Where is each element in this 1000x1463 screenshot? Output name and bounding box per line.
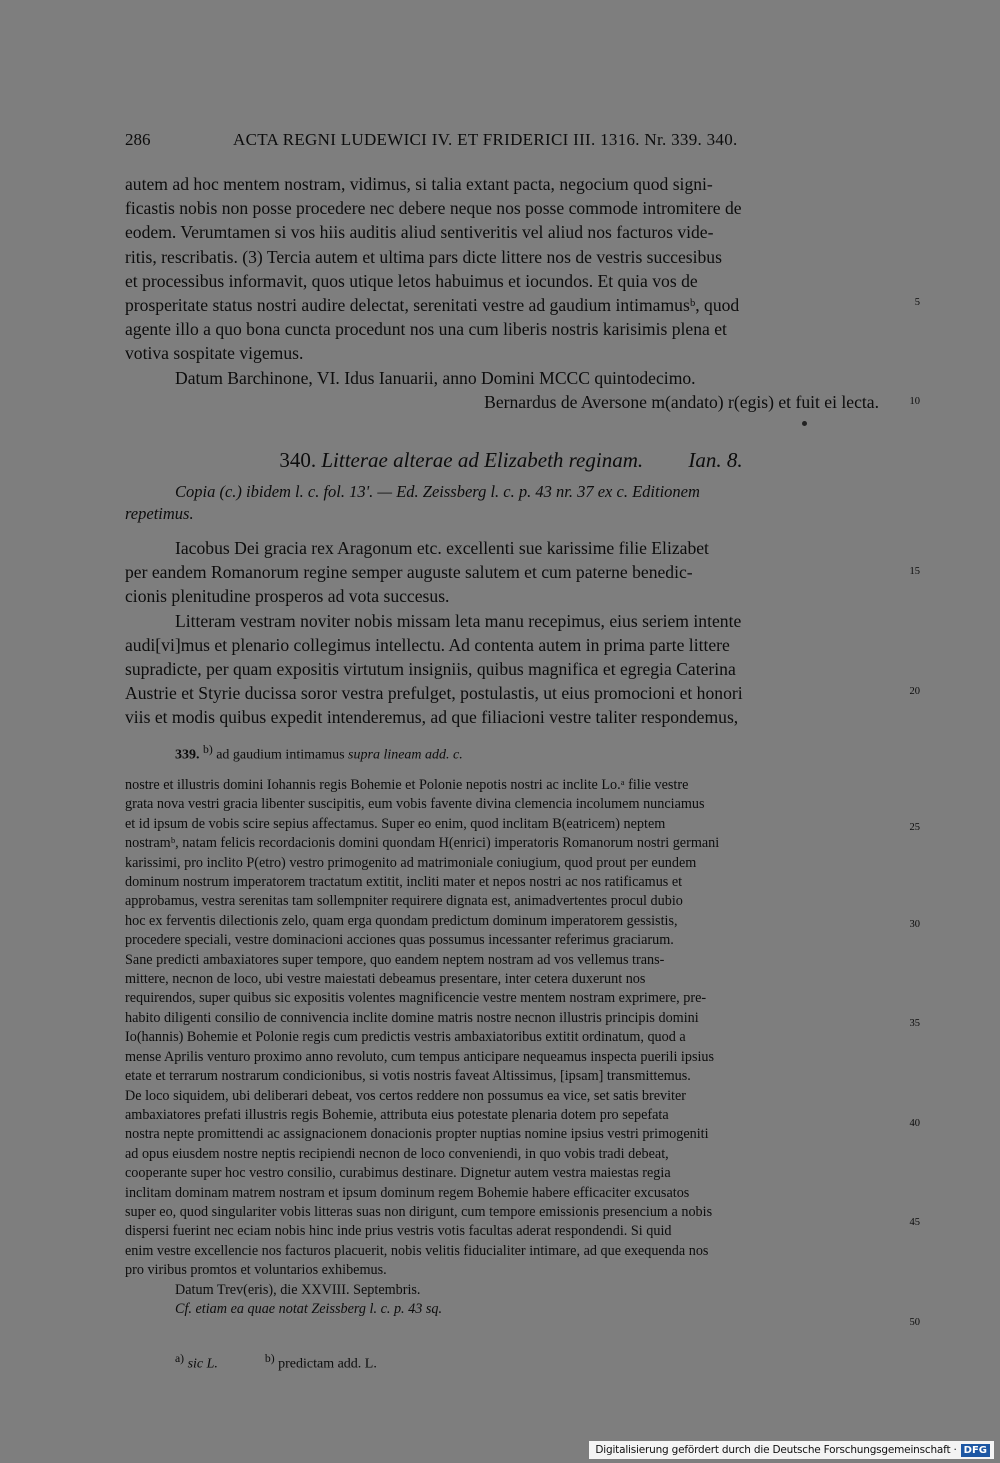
footnote-mark: a)	[175, 1352, 185, 1365]
note-line: De loco siquidem, ubi deliberari debeat, vos certos reddere non possumus ea vice, set satis breviter	[125, 1087, 687, 1104]
note-line: dominum nostrum imperatorem tractatum extitit, incliti mater et nepos nostri ac nos ratificamus et	[125, 874, 683, 891]
line-number: 50	[909, 1317, 920, 1328]
line-number: 45	[909, 1217, 920, 1228]
text-line: autem ad hoc mentem nostram, vidimus, si talia extant pacta, negocium quod signi-	[125, 174, 713, 194]
dfg-logo-icon: DFG	[961, 1444, 990, 1457]
line-number: 25	[909, 822, 920, 833]
line-number: 40	[909, 1118, 920, 1129]
text-line: agente illo a quo bona cuncta procedunt nos una cum liberis nostris karisimis plena et	[125, 319, 727, 340]
footnote-text: ad gaudium intimamus	[216, 747, 345, 763]
doc-title: Litterae alterae ad Elizabeth reginam.	[321, 448, 644, 472]
note-line: nostramᵇ, natam felicis recordacionis domini quondam H(enrici) imperatoris Romanorum nostri germani	[125, 835, 720, 852]
dfg-footer	[589, 1441, 994, 1459]
note-line: habito diligenti consilio de connivencia inclite domine matris nostre necnon illustris principis domini	[125, 1009, 699, 1026]
footnote-339	[175, 743, 463, 764]
datum-line: Datum Barchinone, VI. Idus Ianuarii, anno Domini MCCC quintodecimo.	[175, 367, 696, 388]
note-line: nostra nepte promittendi ac assignacionem donacionis propter nuptias nomine ipsius vestri primogeniti	[125, 1126, 709, 1143]
note-line: et id ipsum de vobis scire sepius affectamus. Super eo enim, quod inclitam B(eatricem) neptem	[125, 815, 666, 832]
funding-notice: Digitalisierung gefördert durch die Deutsche Forschungsgemeinschaft ·	[595, 1444, 957, 1456]
notes-block	[125, 776, 897, 1319]
note-line: grata nova vestri gracia libenter suscipitis, eum vobis favente divina clemencia incolumem nunciamus	[125, 796, 705, 813]
note-line: nostre et illustris domini Iohannis regis Bohemie et Polonie nepotis nostri ac inclite Lo.ᵃ filie vestre	[125, 777, 689, 793]
text-line: viis et modis quibus expedit intenderemus, ad que filiacioni vestre taliter respondemus,	[125, 707, 739, 728]
line-number: 10	[909, 396, 920, 407]
note-line: cooperante super hoc vestro consilio, curabimus destinare. Dignetur autem vestra maiestas regia	[125, 1165, 671, 1182]
footnote-mark: b)	[264, 1352, 275, 1365]
note-line: super eo, quod singulariter vobis litteras suas non dirigunt, cum tempore emissionis presencium a nobis	[125, 1203, 713, 1220]
line-number: 35	[909, 1018, 920, 1029]
note-line: ad opus eiusdem nostre neptis recipiendi necnon de loco conveniendi, in quo vobis tradi debeat,	[125, 1145, 669, 1162]
doc-date: Ian. 8.	[688, 448, 743, 472]
note-line: Io(hannis) Bohemie et Polonie regis cum predictis vestris ambaxiatoribus extitit ordinatum, quod a	[125, 1029, 686, 1046]
note-line: Sane predicti ambaxiatores super tempore, quo eandem neptem nostram ad vos vellemus trans-	[125, 951, 665, 968]
line-number: 15	[909, 566, 920, 577]
note-line: pro viribus promtos et voluntarios exhibemus.	[125, 1262, 387, 1279]
text-line: ficastis nobis non posse procedere nec debere neque nos posse commode intromitere de	[125, 198, 742, 219]
salutation-line: Iacobus Dei gracia rex Aragonum etc. excellenti sue karissime filie Elizabet	[175, 538, 709, 558]
text-line: Austrie et Styrie ducissa soror vestra prefulget, postulastis, ut eius promocioni et honori	[125, 683, 743, 704]
signature-line: Bernardus de Aversone m(andato) r(egis) et fuit ei lecta.	[484, 391, 879, 412]
footnote-mark: b)	[203, 743, 213, 756]
note-line: hoc ex ferventis dilectionis zelo, quam erga quondam predictum dominum imperatorem gessistis,	[125, 912, 678, 929]
salutation-line: cionis plenitudine prosperos ad vota succesus.	[125, 586, 450, 607]
note-line: etate et terrarum nostrarum condicionibus, si votis nostris faveat Altissimus, [ipsam] transmittemus.	[125, 1068, 691, 1085]
note-line: procedere speciali, vestre dominacioni acciones quas possumus incessanter referimus graciarum.	[125, 932, 674, 949]
ink-dot	[802, 421, 807, 426]
footnote-italic: supra lineam add. c.	[348, 747, 463, 763]
text-line: votiva sospitate vigemus.	[125, 343, 304, 364]
text-line: Litteram vestram noviter nobis missam leta manu recepimus, eius seriem intente	[175, 610, 742, 631]
line-number: 30	[909, 919, 920, 930]
note-line: dispersi fuerint nec eciam nobis hinc inde prius vestris votis facultas aderat respondendi. Si quid	[125, 1223, 672, 1240]
text-line: prosperitate status nostri audire delectat, serenitati vestre ad gaudium intimamusᵇ, quod	[125, 295, 740, 316]
note-line: inclitam dominam matrem nostram et ipsum dominum regem Bohemie habere efficaciter excusatos	[125, 1184, 690, 1201]
note-line: karissimi, pro inclito P(etro) vestro primogenito ad matrimoniale coniugium, quod prout per eundem	[125, 854, 697, 871]
bottom-footnotes	[175, 1352, 377, 1373]
datum-line: Datum Trev(eris), die XXVIII. Septembris.	[175, 1281, 421, 1298]
text-line: audi[vi]mus et plenario collegimus intellectu. Ad contenta autem in prima parte littere	[125, 634, 730, 655]
footnote-text: predictam add. L.	[278, 1356, 377, 1372]
text-line: eodem. Verumtamen si vos hiis auditis aliud sentiveritis vel aliud nos facturos vide-	[125, 222, 714, 243]
note-line: ambaxiatores prefati illustris regis Bohemie, attributa eius potestate plenaria dotem pro sepefata	[125, 1106, 669, 1123]
text-line: et processibus informavit, quos utique letos habuimus et iocundos. Et quia vos de	[125, 270, 698, 291]
page-number: 286	[125, 130, 151, 149]
text-line: ritis, rescribatis. (3) Tercia autem et ultima pars dicte littere nos de vestris succesibus	[125, 246, 722, 267]
cf-line: Cf. etiam ea quae notat Zeissberg l. c. p. 43 sq.	[175, 1300, 443, 1317]
line-number: 20	[909, 686, 920, 697]
source-line: Copia (c.) ibidem l. c. fol. 13'. — Ed. Zeissberg l. c. p. 43 nr. 37 ex c. Editionem	[175, 482, 700, 501]
running-title: ACTA REGNI LUDEWICI IV. ET FRIDERICI III. 1316. Nr. 339. 340.	[233, 130, 738, 149]
note-line: mense Aprilis venturo proximo anno revoluto, cum tempus anticipare nequeamus inspecta puerili ipsius	[125, 1048, 715, 1065]
footnote-ref: 339.	[175, 747, 200, 763]
line-number: 5	[914, 297, 920, 308]
text-line: supradicte, per quam expositis virtutum insigniis, quibus magnifica et egregia Caterina	[125, 659, 736, 680]
doc339-text	[125, 172, 897, 414]
note-line: approbamus, vestra serenitas tam sollempniter requirere dignata est, animadvertentes procul dubio	[125, 893, 683, 910]
doc340-source	[125, 481, 897, 525]
footnote-text: sic L.	[187, 1356, 218, 1372]
note-line: enim vestre excellencie nos facturos placuerit, nobis velitis fiducialiter intimare, ad que exequenda nos	[125, 1242, 709, 1259]
running-header	[125, 130, 895, 160]
source-line: repetimus.	[125, 504, 194, 523]
doc-number: 340.	[279, 448, 317, 472]
note-line: mittere, necnon de loco, ubi vestre maiestati debeamus presentare, inter cetera duxerunt nos	[125, 971, 646, 988]
doc340-text	[125, 536, 897, 730]
note-line: requirendos, super quibus sic expositis volentes magnificencie vestre mentem nostram exprimere, pre-	[125, 990, 707, 1007]
doc340-heading	[125, 448, 897, 473]
salutation-line: per eandem Romanorum regine semper auguste salutem et cum paterne benedic-	[125, 562, 693, 583]
